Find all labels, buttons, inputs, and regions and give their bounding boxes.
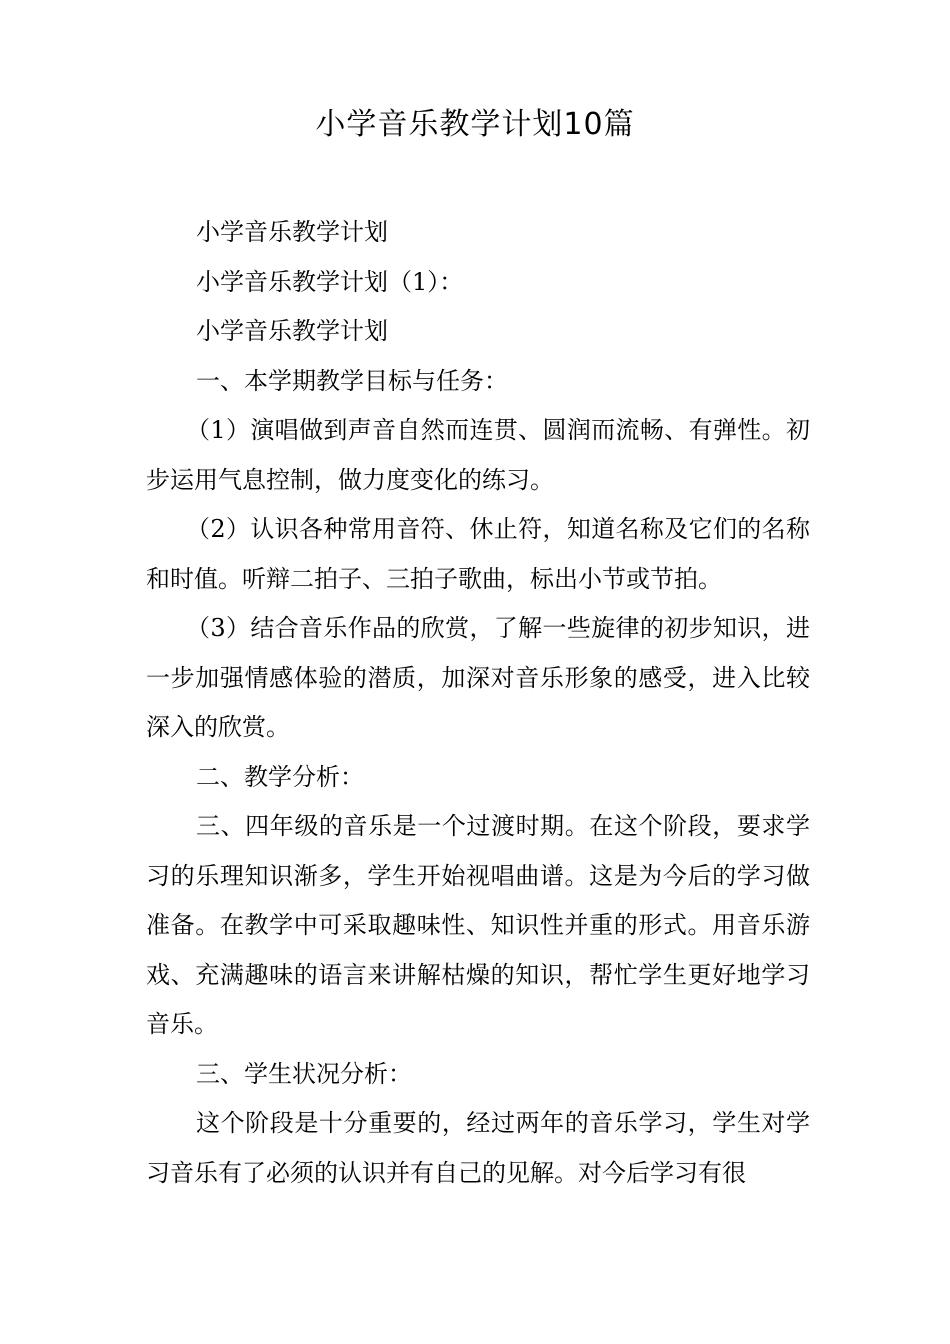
paragraph: 小学音乐教学计划: [196, 218, 388, 246]
paragraph: 三、四年级的音乐是一个过渡时期。在这个阶段，要求学习的乐理知识渐多，学生开始视唱曲谱。这是为今后的学习做准备。在教学中可采取趣味性、知识性并重的形式。用音乐游戏、充满趣味的语言来讲解枯燥的知识，帮忙学生更好地学习音乐。: [146, 812, 810, 1038]
document-body: [146, 208, 810, 1198]
paragraph: 小学音乐教学计划（1）：: [196, 267, 464, 296]
section-heading: 二、教学分析：: [196, 762, 364, 791]
document-title: 小学音乐教学计划10篇: [315, 107, 635, 142]
paragraph: 这个阶段是十分重要的，经过两年的音乐学习，学生对学习音乐有了必须的认识并有自己的见解。对今后学习有很: [146, 1109, 810, 1187]
section-heading: 三、学生状况分析：: [196, 1059, 412, 1088]
paragraph: （1）演唱做到声音自然而连贯、圆润而流畅、有弹性。初步运用气息控制，做力度变化的练习。: [146, 416, 810, 494]
paragraph: 小学音乐教学计划: [196, 317, 388, 345]
paragraph: （2）认识各种常用音符、休止符，知道名称及它们的名称和时值。听辩二拍子、三拍子歌曲，标出小节或节拍。: [146, 515, 810, 593]
section-heading: 一、本学期教学目标与任务：: [196, 366, 508, 395]
paragraph: （3）结合音乐作品的欣赏，了解一些旋律的初步知识，进一步加强情感体验的潜质，加深对音乐形象的感受，进入比较深入的欣赏。: [146, 614, 810, 741]
